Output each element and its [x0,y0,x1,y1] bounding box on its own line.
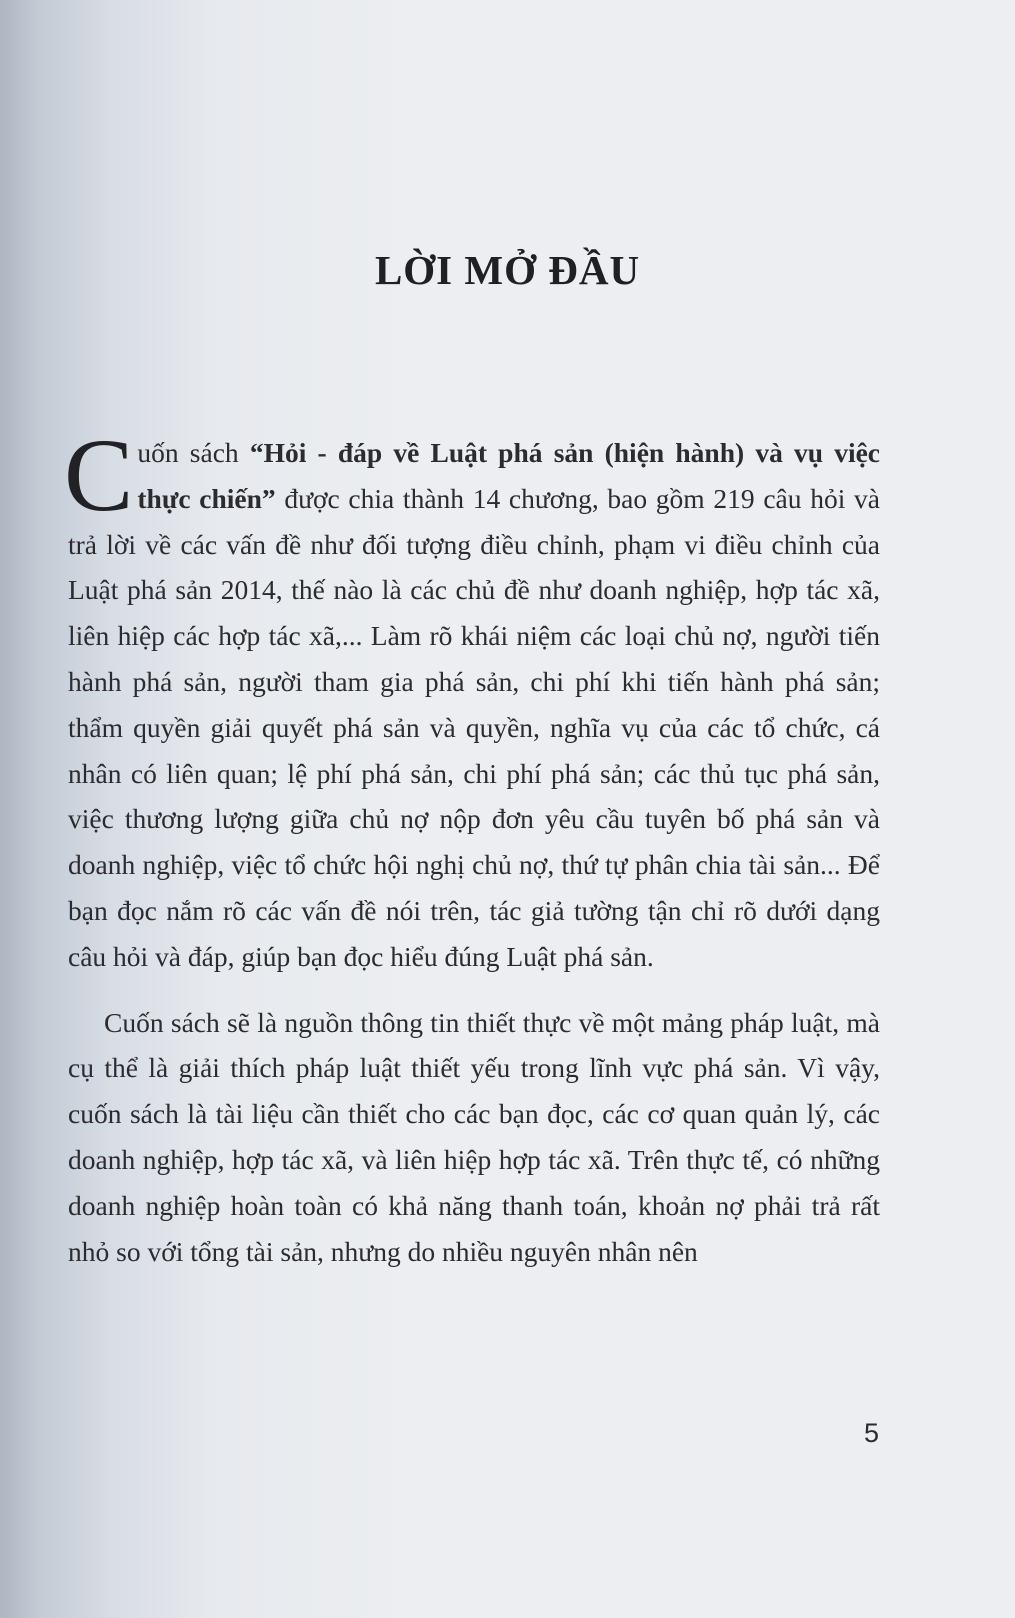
drop-cap: C [64,418,134,533]
body-text [64,418,880,1274]
paragraph-2: Cuốn sách sẽ là nguồn thông tin thiết thực về một mảng pháp luật, mà cụ thể là giải thích pháp luật thiết yếu trong lĩnh vực phá sản. Vì vậy, cuốn sách là tài liệu cần thiết cho các bạn đọc, các cơ quan quản lý, các doanh nghiệp, hợp tác xã, và liên hiệp hợp tác xã. Trên thực tế, có những doanh nghiệp hoàn toàn có khả năng thanh toán, khoản nợ phải trả rất nhỏ so với tổng tài sản, nhưng do nhiều nguyên nhân nên [68,1006,880,1267]
chapter-title: LỜI MỞ ĐẦU [374,247,641,293]
book-title-bold: “Hỏi - đáp về Luật phá sản (hiện hành) và vụ việc thực chiến” [137,437,880,514]
page-number: 5 [863,1418,879,1448]
paragraph-1-rest: được chia thành 14 chương, bao gồm 219 câu hỏi và trả lời về các vấn đề như đối tượng điều chỉnh, phạm vi điều chỉnh của Luật phá sản 2014, thế nào là các chủ đề như doanh nghiệp, hợp tác xã, liên hiệp các hợp tác xã,... Làm rõ khái niệm các loại chủ nợ, người tiến hành phá sản, người tham gia phá sản, chi phí khi tiến hành phá sản; thẩm quyền giải quyết phá sản và quyền, nghĩa vụ của các tổ chức, cá nhân có liên quan; lệ phí phá sản, chi phí phá sản; các thủ tục phá sản, việc thương lượng giữa chủ nợ nộp đơn yêu cầu tuyên bố phá sản và doanh nghiệp, việc tổ chức hội nghị chủ nợ, thứ tự phân chia tài sản... Để bạn đọc nắm rõ các vấn đề nói trên, tác giả tường tận chỉ rõ dưới dạng câu hỏi và đáp, giúp bạn đọc hiểu đúng Luật phá sản. [68,482,880,972]
paragraph-1-lead: uốn sách [137,437,250,468]
paragraph-1 [64,418,880,980]
